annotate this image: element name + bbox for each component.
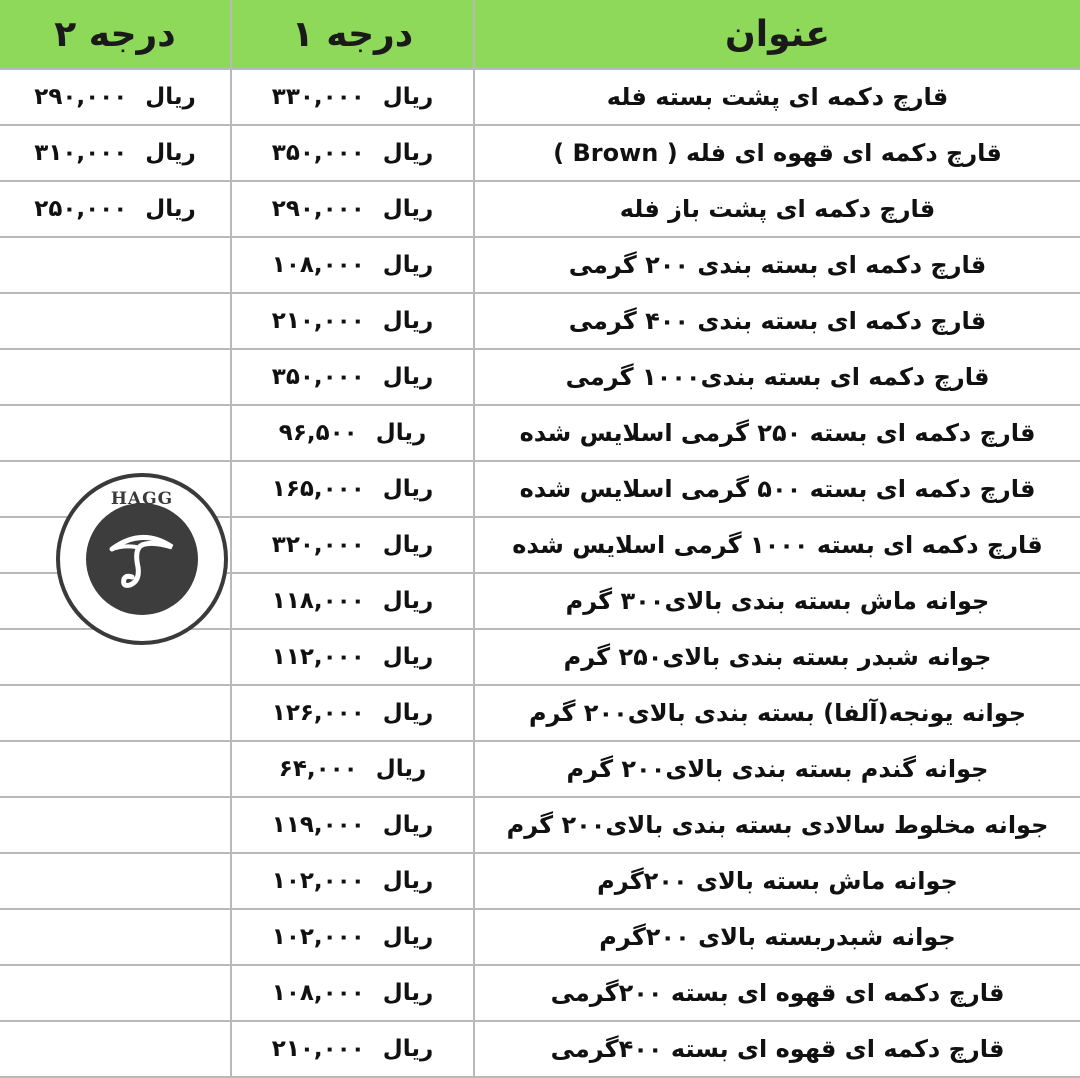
product-title: قارچ دکمه ای قهوه ای بسته ۴۰۰گرمی [475,1022,1080,1078]
product-title: جوانه شبدربسته بالای ۲۰۰گرم [475,910,1080,966]
grade1-price-cell [232,406,475,462]
currency-label: ریال [382,252,434,278]
grade1-price-cell [232,126,475,182]
grade2-price-cell [0,406,232,462]
grade1-price: ۹۶,۵۰۰ [278,420,358,446]
currency-label: ریال [382,308,434,334]
grade2-price: ۲۹۰,۰۰۰ [34,84,128,110]
currency-label: ریال [145,84,196,110]
product-title: جوانه گندم بسته بندی بالای۲۰۰ گرم [475,742,1080,798]
grade1-price: ۲۹۰,۰۰۰ [271,196,365,222]
currency-label: ریال [382,812,434,838]
grade1-price-cell [232,798,475,854]
grade1-price-cell [232,966,475,1022]
grade2-price: ۲۵۰,۰۰۰ [34,196,128,222]
grade1-price: ۲۱۰,۰۰۰ [271,308,365,334]
mushroom-logo-icon [86,503,198,615]
product-title: قارچ دکمه ای قهوه ای بسته ۲۰۰گرمی [475,966,1080,1022]
grade1-price: ۳۵۰,۰۰۰ [271,140,365,166]
grade2-price-cell [0,126,232,182]
grade2-price-cell [0,294,232,350]
currency-label: ریال [382,364,434,390]
grade1-price: ۱۱۲,۰۰۰ [271,644,365,670]
grade2-price-cell [0,686,232,742]
currency-label: ریال [382,1036,434,1062]
product-title: قارچ دکمه ای بسته ۱۰۰۰ گرمی اسلایس شده [475,518,1080,574]
currency-label: ریال [382,588,434,614]
grade2-price-cell [0,182,232,238]
grade1-price: ۳۳۰,۰۰۰ [271,84,365,110]
currency-label: ریال [382,196,434,222]
grade1-price: ۱۱۸,۰۰۰ [271,588,365,614]
currency-label: ریال [382,980,434,1006]
product-title: جوانه ماش بسته بندی بالای۳۰۰ گرم [475,574,1080,630]
grade1-price-cell [232,854,475,910]
currency-label: ریال [382,84,434,110]
product-title: جوانه مخلوط سالادی بسته بندی بالای۲۰۰ گرم [475,798,1080,854]
product-title: جوانه ماش بسته بالای ۲۰۰گرم [475,854,1080,910]
header-grade2: درجه ۲ [0,0,232,70]
product-title: قارچ دکمه ای پشت بسته فله [475,70,1080,126]
grade1-price-cell [232,518,475,574]
currency-label: ریال [382,140,434,166]
product-title: قارچ دکمه ای بسته ۲۵۰ گرمی اسلایس شده [475,406,1080,462]
currency-label: ریال [375,756,427,782]
grade2-price-cell [0,1022,232,1078]
product-title: قارچ دکمه ای پشت باز فله [475,182,1080,238]
currency-label: ریال [375,420,427,446]
grade2-price-cell [0,238,232,294]
product-title: قارچ دکمه ای بسته ۵۰۰ گرمی اسلایس شده [475,462,1080,518]
grade1-price-cell [232,350,475,406]
grade2-price-cell [0,350,232,406]
grade2-price-cell [0,70,232,126]
product-title: جوانه شبدر بسته بندی بالای۲۵۰ گرم [475,630,1080,686]
grade1-price: ۱۰۸,۰۰۰ [271,252,365,278]
grade1-price-cell [232,630,475,686]
currency-label: ریال [382,532,434,558]
grade1-price: ۶۴,۰۰۰ [278,756,358,782]
grade2-price-cell [0,854,232,910]
grade1-price-cell [232,574,475,630]
currency-label: ریال [145,140,196,166]
grade2-price: ۳۱۰,۰۰۰ [34,140,128,166]
grade1-price: ۳۲۰,۰۰۰ [271,532,365,558]
header-title: عنوان [475,0,1080,70]
grade1-price-cell [232,742,475,798]
grade1-price: ۲۱۰,۰۰۰ [271,1036,365,1062]
grade1-price-cell [232,294,475,350]
hagg-logo [56,473,228,645]
product-title: قارچ دکمه ای بسته بندی ۴۰۰ گرمی [475,294,1080,350]
product-title: قارچ دکمه ای قهوه ای فله ( Brown ) [475,126,1080,182]
grade1-price: ۱۰۸,۰۰۰ [271,980,365,1006]
grade1-price-cell [232,238,475,294]
header-grade1: درجه ۱ [232,0,475,70]
currency-label: ریال [382,644,434,670]
grade1-price: ۱۶۵,۰۰۰ [271,476,365,502]
grade1-price-cell [232,182,475,238]
logo-text: HAGG [110,489,174,509]
currency-label: ریال [382,700,434,726]
product-title: قارچ دکمه ای بسته بندی۱۰۰۰ گرمی [475,350,1080,406]
grade1-price-cell [232,686,475,742]
grade1-price: ۱۰۲,۰۰۰ [271,868,365,894]
grade2-price-cell [0,742,232,798]
grade1-price-cell [232,1022,475,1078]
product-title: قارچ دکمه ای بسته بندی ۲۰۰ گرمی [475,238,1080,294]
currency-label: ریال [145,196,196,222]
grade1-price: ۱۱۹,۰۰۰ [271,812,365,838]
grade1-price: ۱۰۲,۰۰۰ [271,924,365,950]
grade2-price-cell [0,910,232,966]
grade2-price-cell [0,798,232,854]
grade1-price-cell [232,70,475,126]
currency-label: ریال [382,476,434,502]
grade1-price-cell [232,910,475,966]
grade1-price: ۱۲۶,۰۰۰ [271,700,365,726]
product-title: جوانه یونجه(آلفا) بسته بندی بالای۲۰۰ گرم [475,686,1080,742]
currency-label: ریال [382,868,434,894]
currency-label: ریال [382,924,434,950]
grade1-price: ۳۵۰,۰۰۰ [271,364,365,390]
grade2-price-cell [0,966,232,1022]
grade1-price-cell [232,462,475,518]
